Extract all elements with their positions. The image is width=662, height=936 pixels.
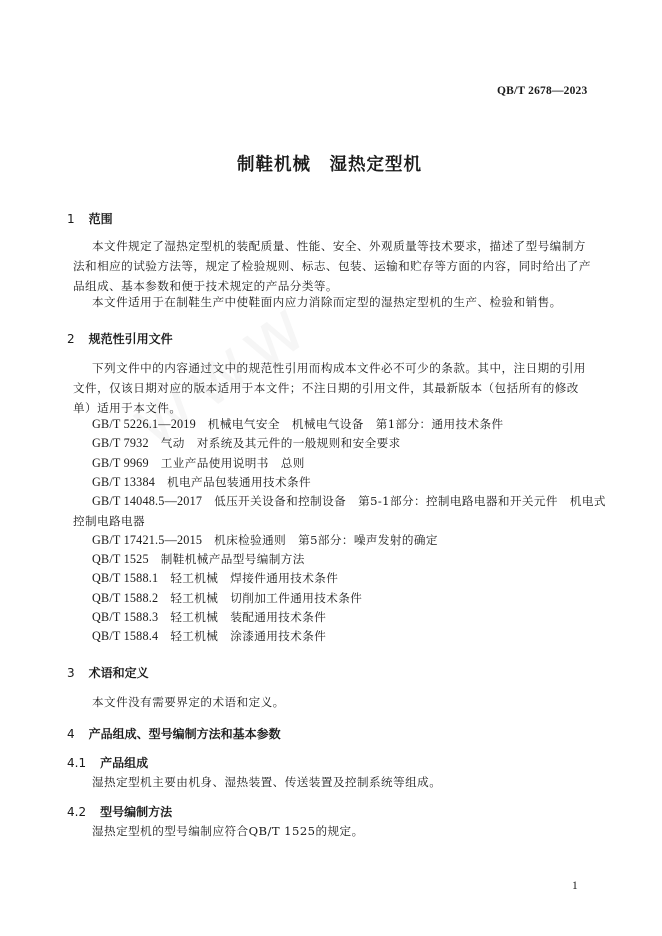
section-1-paragraph-1: 本文件规定了湿热定型机的装配质量、性能、安全、外观质量等技术要求，描述了型号编制方法和相应的试验方法等，规定了检验规则、标志、包装、运输和贮存等方面的内容，同时给出了产品组成、基本参数和便于技术规定的产品分类等。 (73, 239, 591, 293)
section-3-paragraph: 本文件没有需要界定的术语和定义。 (92, 695, 285, 709)
reference-item-continuation: 控制电路电器 (73, 514, 145, 528)
reference-item: GB/T 14048.5—2017 低压开关设备和控制设备 第5-1部分：控制电路电器和开关元件 机电式 (92, 494, 606, 508)
standard-code: QB/T 2678—2023 (497, 85, 588, 97)
reference-item: QB/T 1588.2 轻工机械 切削加工件通用技术条件 (92, 591, 363, 605)
subsection-4-1-paragraph: 湿热定型机主要由机身、湿热装置、传送装置及控制系统等组成。 (92, 775, 442, 789)
section-title: 型号编制方法 (100, 805, 173, 819)
reference-item: GB/T 5226.1—2019 机械电气安全 机械电气设备 第1部分：通用技术条件 (92, 417, 504, 431)
subsection-4-2-heading (67, 803, 172, 820)
section-number: 4.2 (67, 805, 87, 819)
subsection-4-1-heading (67, 754, 148, 771)
reference-item: GB/T 17421.5—2015 机床检验通则 第5部分：噪声发射的确定 (92, 533, 438, 547)
section-title: 术语和定义 (88, 666, 149, 680)
reference-item: QB/T 1588.3 轻工机械 装配通用技术条件 (92, 610, 327, 624)
section-3-heading (67, 664, 149, 681)
section-1-heading (67, 210, 113, 227)
section-number: 4 (67, 727, 75, 741)
section-number: 2 (67, 332, 75, 346)
section-title: 产品组成 (100, 756, 149, 770)
reference-item: GB/T 13384 机电产品包装通用技术条件 (92, 475, 311, 489)
section-title: 范围 (88, 212, 113, 226)
page-title: 制鞋机械 湿热定型机 (237, 155, 422, 175)
subsection-4-2-paragraph: 湿热定型机的型号编制应符合QB/T 1525的规定。 (92, 824, 364, 838)
section-2-intro: 下列文件中的内容通过文中的规范性引用而构成本文件必不可少的条款。其中，注日期的引用文件，仅该日期对应的版本适用于本文件；不注日期的引用文件，其最新版本（包括所有的修改单）适用于本文件。 (73, 361, 586, 415)
section-title: 规范性引用文件 (88, 332, 173, 346)
reference-item: GB/T 9969 工业产品使用说明书 总则 (92, 456, 305, 470)
section-1-paragraph-2: 本文件适用于在制鞋生产中使鞋面内应力消除而定型的湿热定型机的生产、检验和销售。 (92, 295, 562, 309)
section-title: 产品组成、型号编制方法和基本参数 (88, 727, 281, 741)
section-4-heading (67, 725, 281, 742)
section-2-heading (67, 330, 173, 347)
reference-item: QB/T 1525 制鞋机械产品型号编制方法 (92, 552, 305, 566)
reference-item: GB/T 7932 气动 对系统及其元件的一般规则和安全要求 (92, 436, 401, 450)
section-number: 1 (67, 212, 75, 226)
reference-item: QB/T 1588.4 轻工机械 涂漆通用技术条件 (92, 629, 327, 643)
page-number: 1 (572, 880, 578, 892)
section-number: 4.1 (67, 756, 87, 770)
section-number: 3 (67, 666, 75, 680)
reference-item: QB/T 1588.1 轻工机械 焊接件通用技术条件 (92, 571, 339, 585)
